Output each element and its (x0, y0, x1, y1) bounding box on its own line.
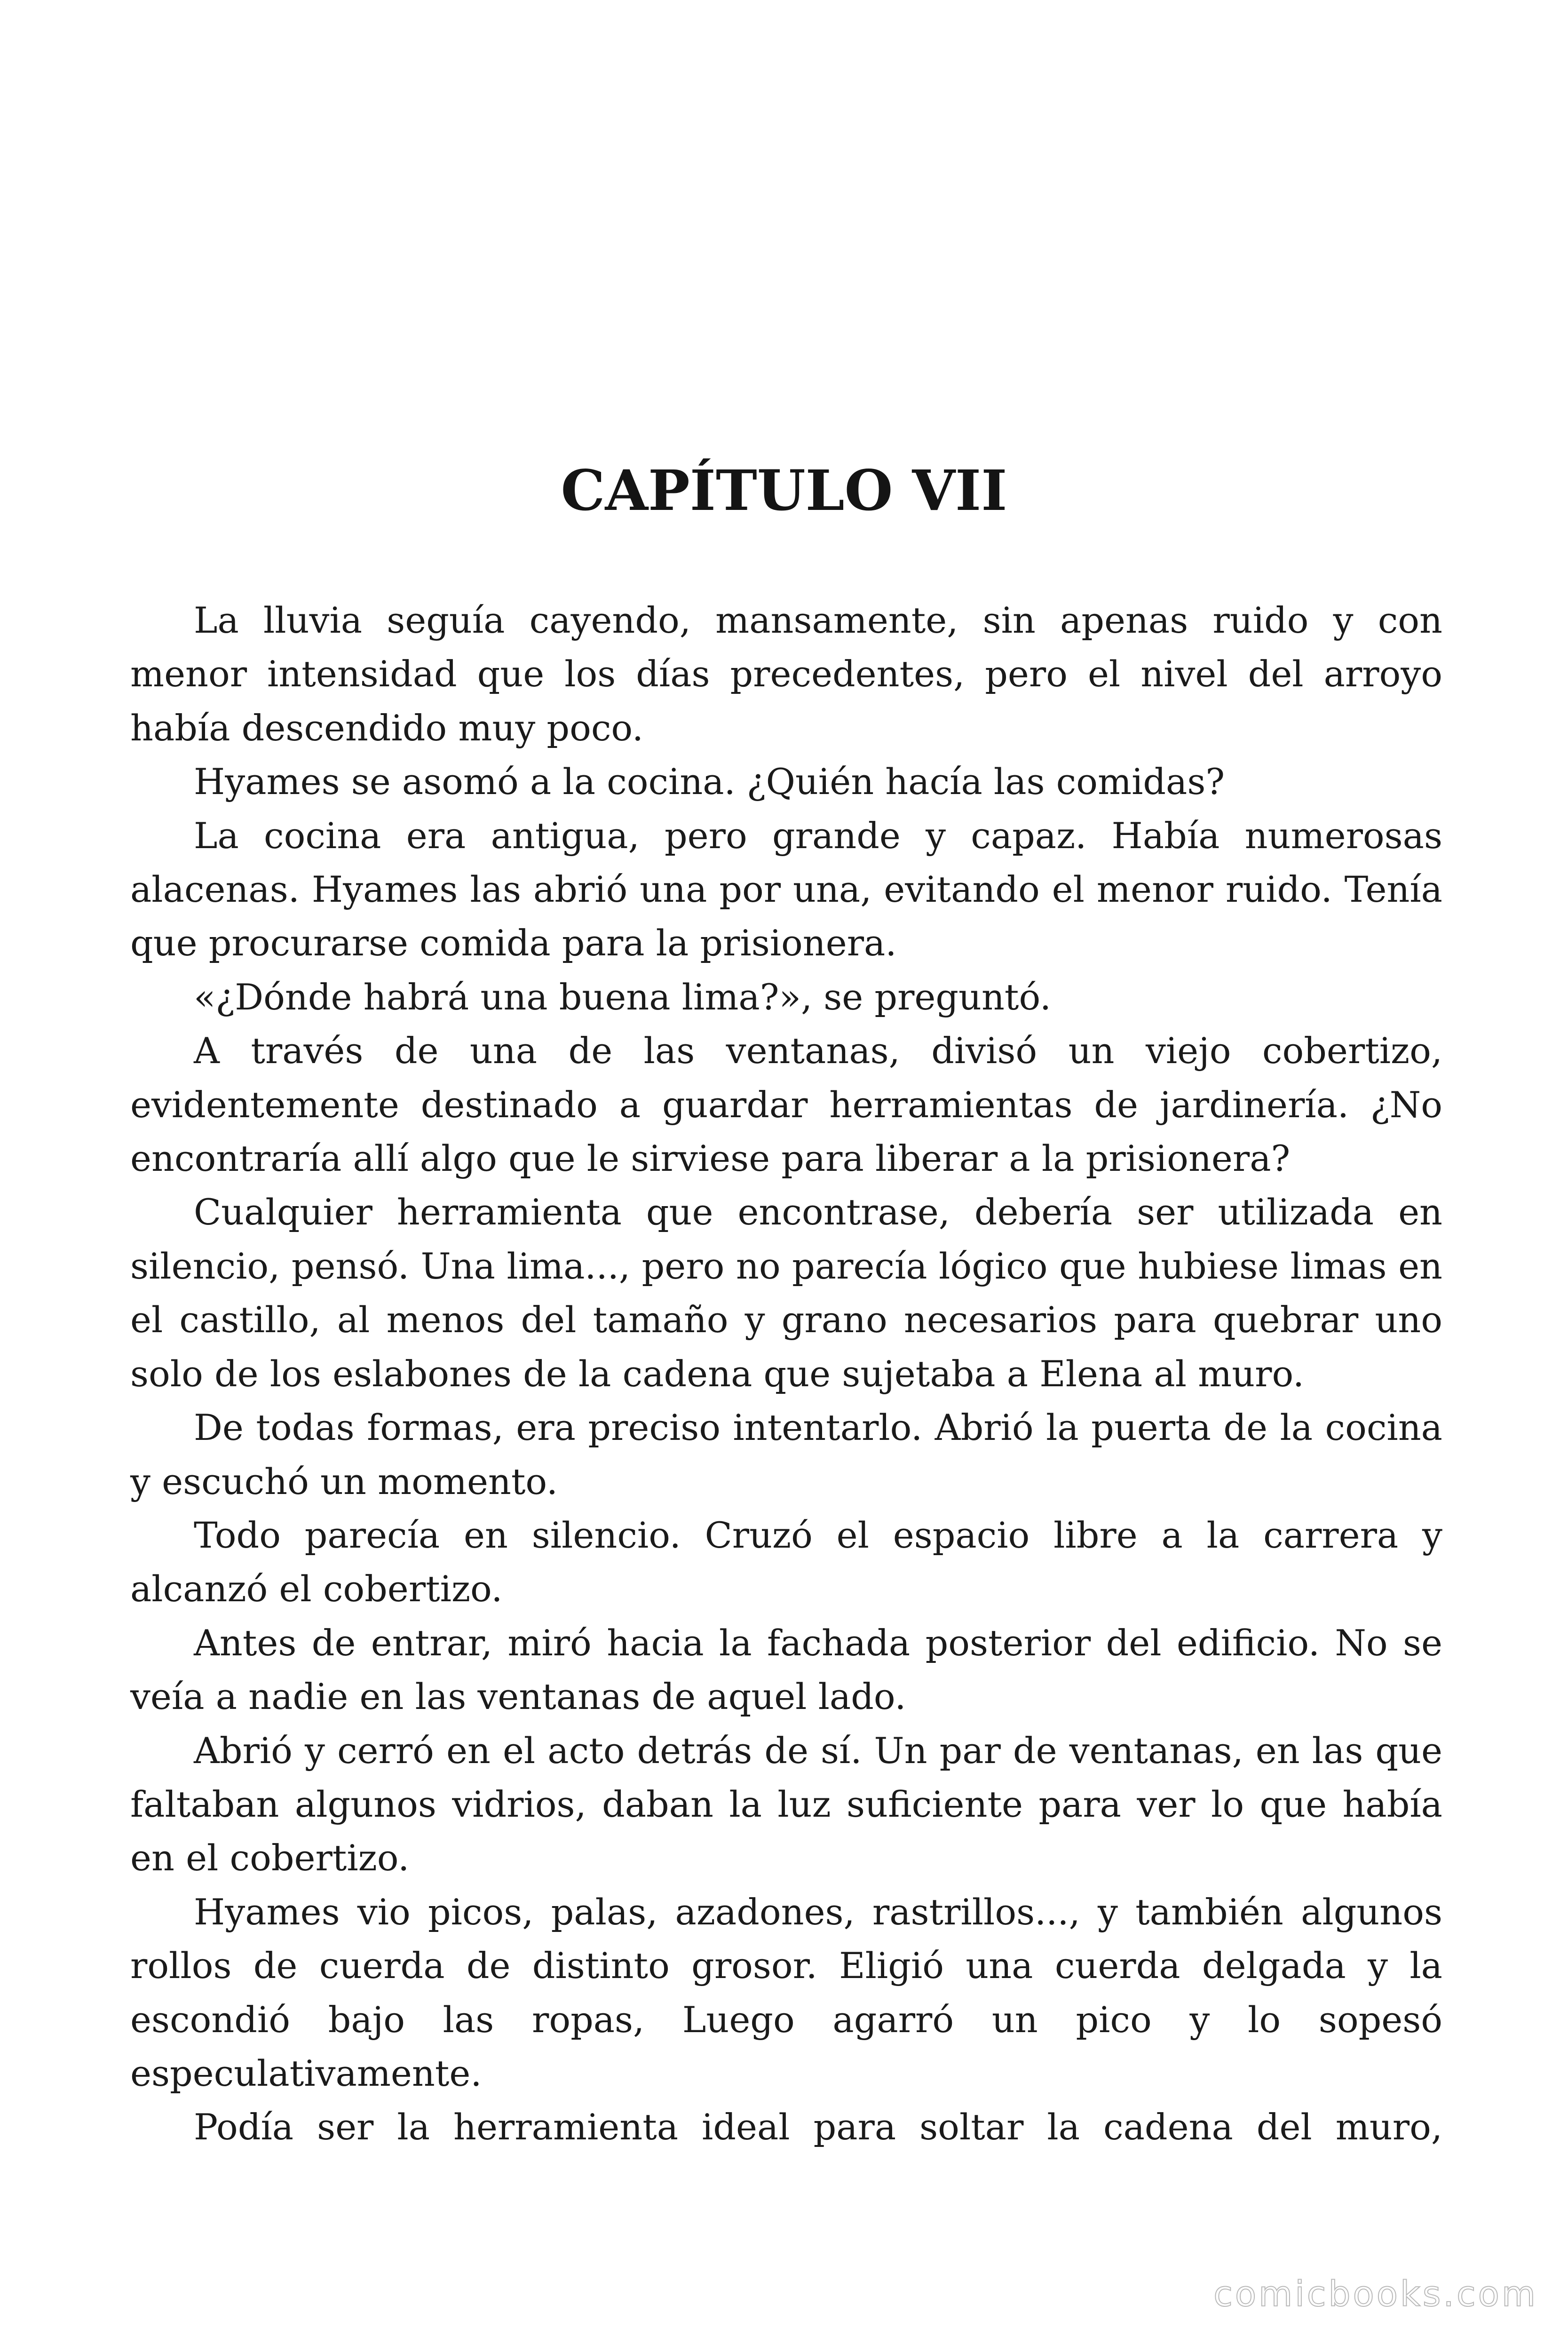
paragraph: Hyames se asomó a la cocina. ¿Quién hacía las comidas? (194, 761, 1225, 803)
paragraph: Antes de entrar, miró hacia la fachada posterior del edificio. No se veía a nadie en las ventanas de aquel lado. (130, 1621, 1442, 1718)
paragraph: Todo parecía en silencio. Cruzó el espacio libre a la carrera y alcanzó el cobertizo. (130, 1514, 1442, 1610)
paragraph: A través de una de las ventanas, divisó un viejo cobertizo, evidentemente destinado a guardar herramientas de jardinería. ¿No encontraría allí algo que le sirviese para liberar a la prisionera? (130, 1030, 1442, 1180)
paragraph: Podía ser la herramienta ideal para soltar la cadena del muro, (194, 2106, 1442, 2148)
paragraph: La lluvia seguía cayendo, mansamente, sin apenas ruido y con menor intensidad que los días precedentes, pero el nivel del arroyo había descendido muy poco. (130, 599, 1442, 749)
paragraph: «¿Dónde habrá una buena lima?», se preguntó. (194, 976, 1052, 1018)
paragraph: Hyames vio picos, palas, azadones, rastrillos..., y también algunos rollos de cuerda de distinto grosor. Eligió una cuerda delgada y la escondió bajo las ropas, Luego agarró un pico y lo sopesó especulativamente. (130, 1891, 1442, 2094)
paragraph: De todas formas, era preciso intentarlo. Abrió la puerta de la cocina y escuchó un momento. (130, 1406, 1442, 1502)
chapter-body (130, 594, 1442, 2154)
paragraph: Cualquier herramienta que encontrase, debería ser utilizada en silencio, pensó. Una lima..., pero no parecía lógico que hubiese limas en el castillo, al menos del tamaño y grano necesarios para quebrar uno solo de los eslabones de la cadena que sujetaba a Elena al muro. (130, 1191, 1442, 1395)
paragraph: Abrió y cerró en el acto detrás de sí. Un par de ventanas, en las que faltaban algunos vidrios, daban la luz suficiente para ver lo que había en el cobertizo. (130, 1729, 1442, 1879)
watermark: comicbooks.com (1213, 2274, 1538, 2314)
chapter-title: CAPÍTULO VII (561, 458, 1007, 523)
paragraph: La cocina era antigua, pero grande y capaz. Había numerosas alacenas. Hyames las abrió una por una, evitando el menor ruido. Tenía que procurarse comida para la prisionera. (130, 814, 1442, 964)
